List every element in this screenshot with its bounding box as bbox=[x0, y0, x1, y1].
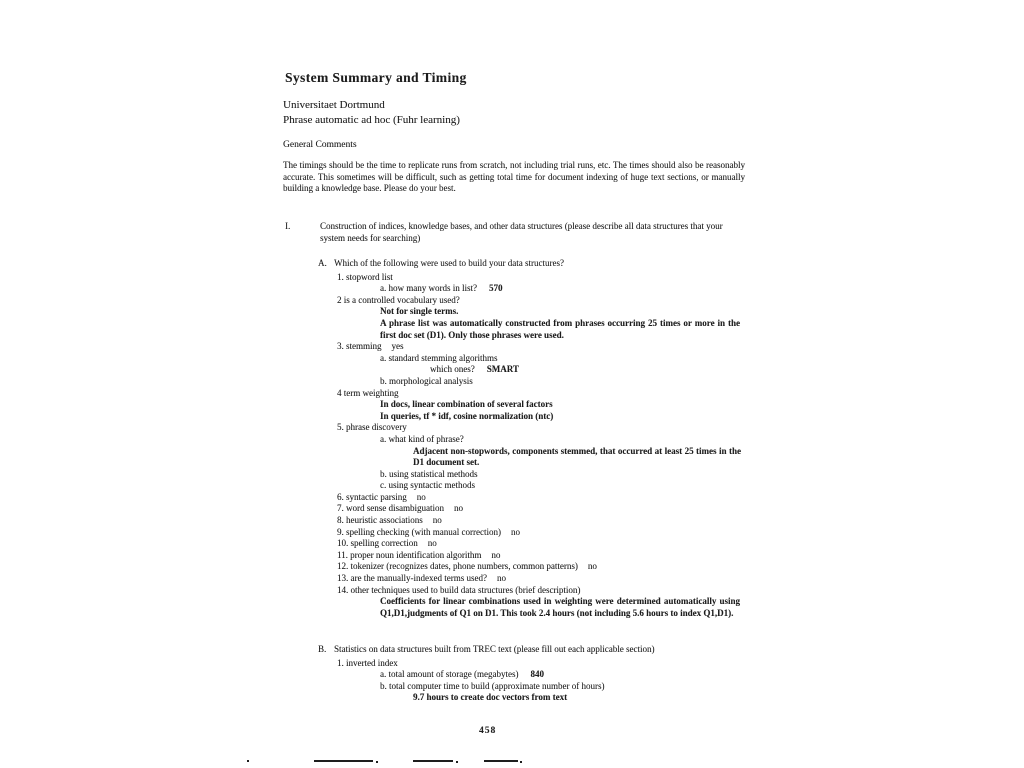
doc-line bbox=[380, 480, 744, 492]
doc-line-text: Adjacent non-stopwords, components stemmed, that occurred at least 25 times in the D1 document set. bbox=[413, 445, 741, 468]
doc-line bbox=[337, 295, 744, 307]
doc-line bbox=[337, 388, 744, 400]
response-value: no bbox=[491, 549, 501, 560]
doc-line bbox=[413, 692, 741, 704]
doc-line bbox=[413, 446, 741, 469]
scan-artifact-dot bbox=[520, 761, 522, 763]
doc-line bbox=[380, 434, 744, 446]
document-header bbox=[283, 98, 460, 128]
doc-line-text: 9. spelling checking (with manual correction) bbox=[337, 526, 501, 537]
doc-line-text: 11. proper noun identification algorithm bbox=[337, 549, 482, 560]
doc-line-text: a. total amount of storage (megabytes) bbox=[380, 669, 519, 680]
doc-line bbox=[380, 399, 740, 411]
response-value: yes bbox=[391, 341, 404, 352]
scan-artifact-dot bbox=[247, 760, 249, 762]
doc-line-text: a. standard stemming algorithms bbox=[380, 352, 498, 363]
response-value: no bbox=[510, 526, 520, 537]
part-b-heading: Statistics on data structures built from TREC text (please fill out each applicable section) bbox=[334, 644, 655, 654]
doc-line bbox=[337, 422, 744, 434]
doc-line bbox=[337, 585, 744, 597]
doc-line-text: 10. spelling correction bbox=[337, 538, 418, 549]
doc-line-text: 9.7 hours to create doc vectors from text bbox=[413, 692, 568, 703]
section-1-numeral: I. bbox=[285, 221, 291, 231]
scan-artifact-dot bbox=[456, 761, 458, 763]
doc-line-text: Not for single terms. bbox=[380, 306, 459, 317]
doc-line-text: 5. phrase discovery bbox=[337, 422, 407, 433]
doc-line bbox=[337, 515, 744, 527]
part-a bbox=[318, 258, 744, 619]
doc-line-text: a. how many words in list? bbox=[380, 283, 477, 294]
doc-line bbox=[337, 538, 744, 550]
doc-line bbox=[380, 376, 744, 388]
doc-line-text: 7. word sense disambiguation bbox=[337, 503, 444, 514]
doc-line-text: A phrase list was automatically constructed from phrases occurring 25 times or more in the first doc set (D1). Only those phrases were used. bbox=[380, 317, 740, 340]
doc-line-text: 3. stemming bbox=[337, 341, 382, 352]
doc-line-text: c. using syntactic methods bbox=[380, 480, 475, 491]
general-comments-heading: General Comments bbox=[283, 140, 357, 150]
scan-artifact-line bbox=[314, 760, 373, 762]
doc-line-text: In docs, linear combination of several factors bbox=[380, 399, 553, 410]
doc-line-text: 1. inverted index bbox=[337, 657, 398, 668]
doc-line-text: 13. are the manually-indexed terms used? bbox=[337, 573, 487, 584]
doc-line-text: 6. syntactic parsing bbox=[337, 491, 407, 502]
part-b-heading-row bbox=[318, 644, 744, 656]
answer-value: SMART bbox=[486, 364, 519, 375]
response-value: no bbox=[416, 491, 426, 502]
doc-line-text: 12. tokenizer (recognizes dates, phone numbers, common patterns) bbox=[337, 561, 578, 572]
page-title: System Summary and Timing bbox=[285, 70, 467, 85]
doc-line bbox=[337, 658, 744, 670]
doc-line-text: 8. heuristic associations bbox=[337, 515, 423, 526]
part-a-label: A. bbox=[318, 258, 327, 268]
scan-artifact-line bbox=[413, 760, 453, 762]
response-value: no bbox=[432, 515, 442, 526]
response-value: no bbox=[454, 503, 463, 514]
section-1-heading: Construction of indices, knowledge bases, and other data structures (please describe all data structures that your system needs for searching) bbox=[320, 221, 723, 243]
doc-line-text: 2 is a controlled vocabulary used? bbox=[337, 294, 460, 305]
doc-line bbox=[337, 503, 744, 515]
doc-line bbox=[380, 469, 744, 481]
doc-line-text: a. what kind of phrase? bbox=[380, 433, 464, 444]
doc-line bbox=[380, 283, 744, 295]
run-description: Phrase automatic ad hoc (Fuhr learning) bbox=[283, 114, 460, 126]
part-a-heading: Which of the following were used to build your data structures? bbox=[334, 258, 564, 268]
part-b-label: B. bbox=[318, 644, 327, 654]
doc-line bbox=[380, 669, 744, 681]
response-value: no bbox=[427, 538, 437, 549]
response-value: no bbox=[496, 573, 506, 584]
doc-line bbox=[337, 341, 744, 353]
doc-line-text: In queries, tf * idf, cosine normalization (ntc) bbox=[380, 410, 554, 421]
doc-line bbox=[337, 550, 744, 562]
scan-artifact-dot bbox=[376, 761, 378, 763]
doc-line bbox=[380, 306, 740, 318]
doc-line-text: 4 term weighting bbox=[337, 387, 399, 398]
doc-line bbox=[337, 527, 744, 539]
doc-line-text: 14. other techniques used to build data structures (brief description) bbox=[337, 584, 581, 595]
part-b bbox=[318, 644, 744, 704]
doc-line-text: 1. stopword list bbox=[337, 271, 393, 282]
doc-line bbox=[337, 272, 744, 284]
section-1 bbox=[285, 221, 743, 244]
page-number: 458 bbox=[479, 726, 497, 736]
doc-line-text: b. morphological analysis bbox=[380, 375, 473, 386]
doc-line-text: Coefficients for linear combinations used in weighting were determined automatically using Q1,D1,judgments of Q1 on D1. This took 2.4 hours (not including 5.6 hours to index Q1,D1). bbox=[380, 596, 740, 618]
answer-value: 840 bbox=[530, 669, 544, 680]
institution-name: Universitaet Dortmund bbox=[283, 99, 385, 111]
doc-line bbox=[430, 364, 744, 376]
doc-line bbox=[337, 492, 744, 504]
doc-line bbox=[380, 318, 740, 341]
doc-line-text: b. using statistical methods bbox=[380, 468, 478, 479]
doc-line bbox=[380, 411, 740, 423]
doc-line bbox=[337, 573, 744, 585]
doc-line bbox=[380, 681, 744, 693]
doc-line-text: which ones? bbox=[430, 364, 475, 375]
part-a-heading-row bbox=[318, 258, 744, 270]
answer-value: 570 bbox=[489, 283, 503, 294]
doc-line-text: b. total computer time to build (approximate number of hours) bbox=[380, 680, 605, 691]
doc-line bbox=[337, 561, 744, 573]
scan-artifact-line bbox=[484, 760, 518, 762]
doc-line bbox=[380, 596, 740, 619]
general-comments-text: The timings should be the time to replicate runs from scratch, not including trial runs, etc. The times should also be reasonably accurate. This sometimes will be difficult, such as getting total time for document indexing of huge text sections, or manually building a knowledge base. Please do your best. bbox=[283, 160, 745, 194]
response-value: no bbox=[587, 561, 597, 572]
doc-line bbox=[380, 353, 744, 365]
